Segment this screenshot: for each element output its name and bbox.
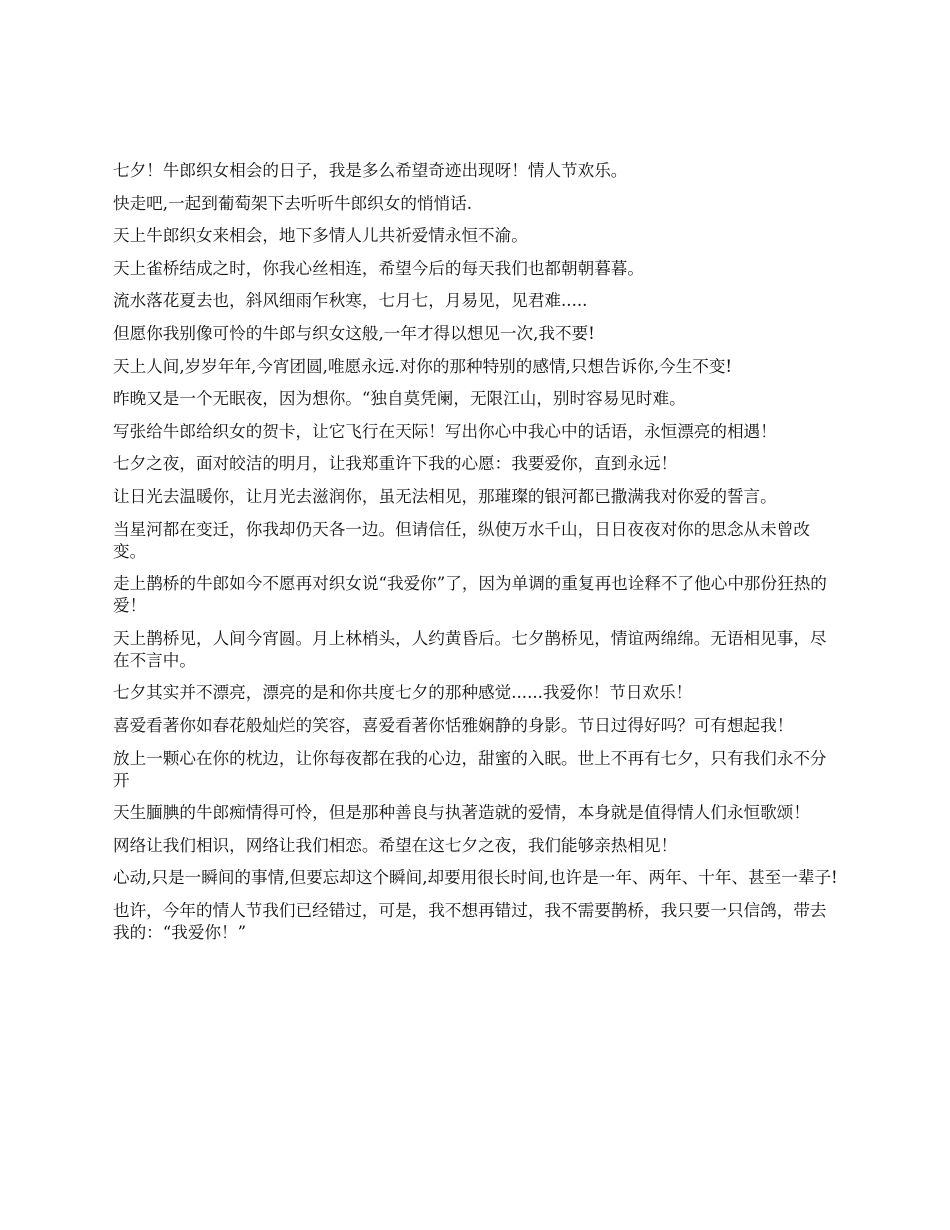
- paragraph: 天上人间,岁岁年年,今宵团圆,唯愿永远.对你的那种特别的感情,只想告诉你,今生不变!: [113, 356, 733, 376]
- paragraph: 天生腼腆的牛郎痴情得可怜，但是那种善良与执著造就的爱情，本身就是值得情人们永恒歌颂！: [113, 803, 810, 823]
- paragraph: 天上鹊桥见，人间今宵圆。月上林梢头，人约黄昏后。七夕鹊桥见，情谊两绵绵。无语相见事，尽在不言中。: [113, 628, 827, 670]
- paragraph: 昨晚又是一个无眠夜，因为想你。“独自莫凭阑，无限江山，别时容易见时难。: [113, 389, 686, 409]
- paragraph: 七夕！牛郎织女相会的日子，我是多么希望奇迹出现呀！情人节欢乐。: [113, 161, 628, 180]
- paragraph: 但愿你我别像可怜的牛郎与织女这般,一年才得以想见一次,我不要!: [113, 323, 595, 343]
- paragraph: 流水落花夏去也，斜风细雨乍秋寒，七月七，月易见，见君难.....: [113, 291, 588, 311]
- paragraph: 让日光去温暖你，让月光去滋润你，虽无法相见，那璀璨的银河都已撒满我对你爱的誓言。: [113, 486, 777, 506]
- paragraph: 喜爱看著你如春花般灿烂的笑容，喜爱看著你恬雅娴静的身影。节日过得好吗？可有想起我！: [113, 715, 794, 735]
- paragraph: 写张给牛郎给织女的贺卡，让它飞行在天际！写出你心中我心中的话语，永恒漂亮的相遇！: [113, 421, 777, 441]
- paragraph: 放上一颗心在你的枕边，让你每夜都在我的心边，甜蜜的入眠。世上不再有七夕，只有我们永不分开: [113, 748, 827, 790]
- document-body: [113, 160, 841, 954]
- paragraph: 当星河都在变迁，你我却仍天各一边。但请信任，纵使万水千山，日日夜夜对你的思念从未曾改变。: [113, 519, 810, 561]
- paragraph: 走上鹊桥的牛郎如今不愿再对织女说“我爱你”了，因为单调的重复再也诠释不了他心中那份狂热的爱！: [113, 574, 827, 616]
- paragraph: 网络让我们相识，网络让我们相恋。希望在这七夕之夜，我们能够亲热相见！: [113, 835, 678, 855]
- paragraph: 心动,只是一瞬间的事情,但要忘却这个瞬间,却要用很长时间,也许是一年、两年、十年、甚至一辈子!: [113, 868, 838, 888]
- paragraph: 天上雀桥结成之时，你我心丝相连，希望今后的每天我们也都朝朝暮暮。: [113, 258, 644, 278]
- paragraph: 天上牛郎织女来相会，地下多情人儿共祈爱情永恒不渝。: [113, 226, 528, 246]
- paragraph: 快走吧,一起到葡萄架下去听听牛郎织女的悄悄话.: [113, 193, 473, 213]
- paragraph: 也许，今年的情人节我们已经错过，可是，我不想再错过，我不需要鹊桥，我只要一只信鸽，带去我的：“我爱你！”: [113, 900, 827, 942]
- paragraph: 七夕其实并不漂亮，漂亮的是和你共度七夕的那种感觉......我爱你！节日欢乐！: [113, 683, 693, 703]
- paragraph: 七夕之夜，面对皎洁的明月，让我郑重许下我的心愿：我要爱你，直到永远！: [113, 454, 678, 474]
